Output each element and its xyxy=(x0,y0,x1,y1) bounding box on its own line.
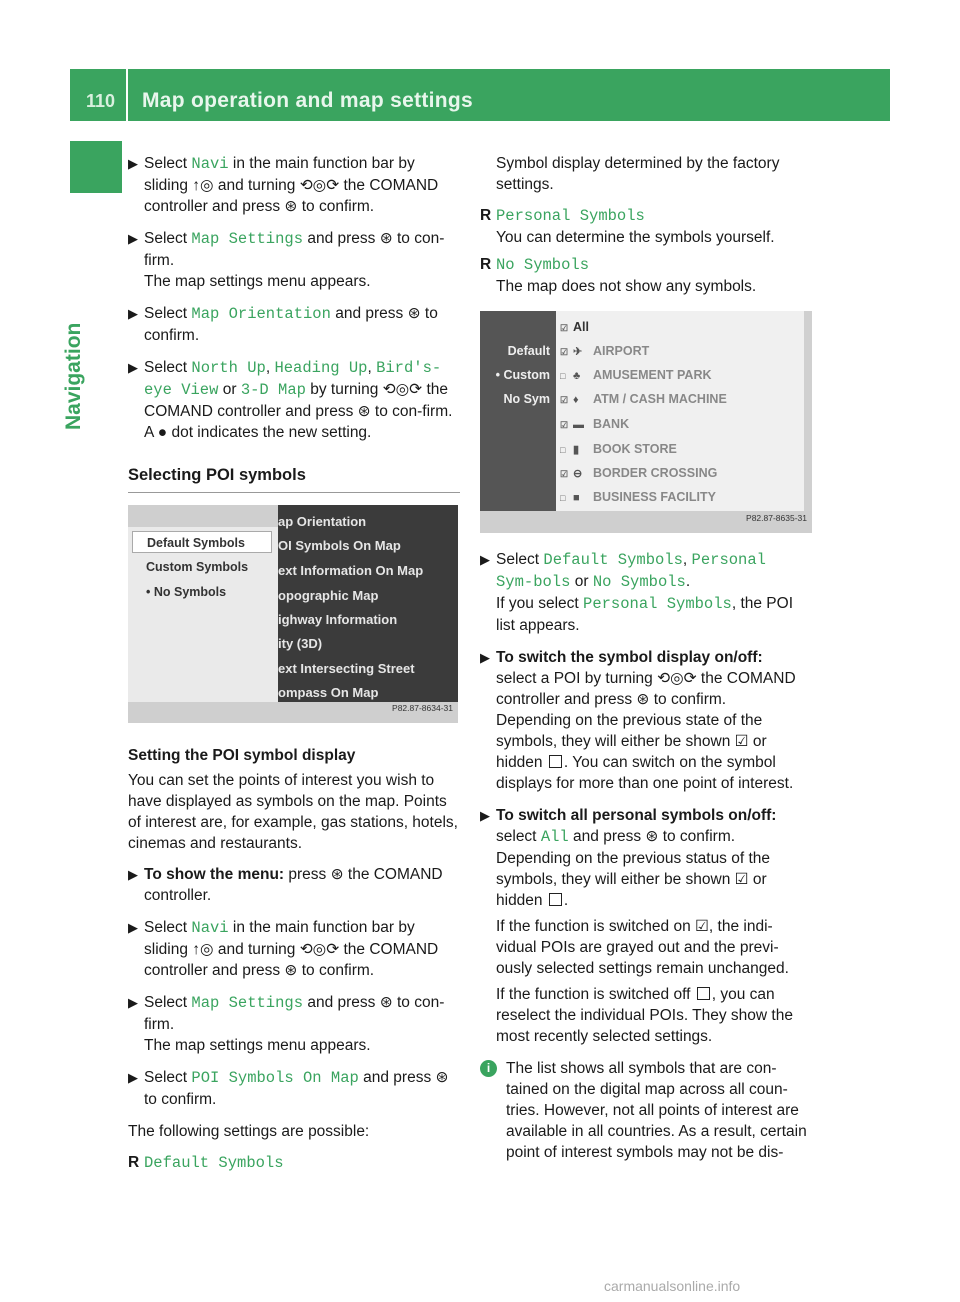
bullet-no-symbols: R No Symbols The map does not show any symbols. xyxy=(480,256,757,295)
side-label: Navigation xyxy=(62,322,85,430)
poi-row: ☑ ▬ BANK xyxy=(560,414,629,436)
step-switch-display: ▶ To switch the symbol display on/off: select a POI by turning ⟲◎⟳ the COMAND controller and press ⊛ to confirm. Depending on the previous state of the symbols, they will either be shown ☑ or hidden . You can switch on the symbol displays for more than one point of interest. xyxy=(480,649,796,792)
menu-item-no-sym: No Sym xyxy=(503,392,550,406)
menu-item-custom: • Custom xyxy=(495,368,550,382)
poi-row: ☑ ♦ ATM / CASH MACHINE xyxy=(560,389,727,411)
arrow-icon: ▶ xyxy=(128,995,138,1010)
poi-row: ☑ ✈ AIRPORT xyxy=(560,341,649,363)
step-map-orientation: ▶ Select Map Orientation and press ⊛ to confirm. xyxy=(128,305,438,344)
page-header xyxy=(70,69,890,121)
step-select-navi: ▶ Select Navi in the main function bar by sliding ↑◎ and turning ⟲◎⟳ the COMAND controller and press ⊛ to confirm. xyxy=(128,155,439,215)
left-column xyxy=(128,153,460,1180)
atm-icon: ♦ xyxy=(573,394,579,406)
step-switch-all: ▶ To switch all personal symbols on/off: select All and press ⊛ to confirm. Depending on the previous status of the symbols, they will either be shown ☑ or hidden . If the function is switched on ☑, the indi-vidual POIs are grayed out and the previ-ously selected settings remain unchanged. If the function is switched off , you can reselect the individual POIs. They show the most recently selected settings. xyxy=(480,807,793,1045)
figure-reference: P82.87-8635-31 xyxy=(746,513,807,523)
menu-item-bg: ompass On Map xyxy=(278,685,379,700)
arrow-icon: ▶ xyxy=(128,920,138,935)
step-map-settings: ▶ Select Map Settings and press ⊛ to con-firm. The map settings menu appears. xyxy=(128,230,445,290)
poi-row: □ ■ BUSINESS FACILITY xyxy=(560,487,716,509)
airport-icon: ✈ xyxy=(573,346,583,358)
step-show-menu: ▶ To show the menu: press ⊛ the COMAND controller. xyxy=(128,866,443,904)
poi-row: □ ▮ BOOK STORE xyxy=(560,439,677,461)
poi-row-all: ☑ All xyxy=(560,320,589,334)
intro-paragraph: You can set the points of interest you wish to have displayed as symbols on the map. Points of interest are, for example, gas stations, hotels, cinemas and restaurants. xyxy=(128,772,458,852)
subheading: Setting the POI symbol display xyxy=(128,747,356,764)
book-icon: ▮ xyxy=(573,444,580,456)
poi-row: ☑ ⊖ BORDER CROSSING xyxy=(560,463,717,485)
border-icon: ⊖ xyxy=(573,468,583,480)
info-note: i The list shows all symbols that are con-tained on the digital map across all coun-tries. However, not all points of interest are available in all countries. As a result, certain point of interest symbols may not be dis- xyxy=(480,1058,812,1163)
amusement-icon: ♣ xyxy=(573,370,581,382)
following-text: The following settings are possible: xyxy=(128,1123,370,1140)
menu-item-bg: ity (3D) xyxy=(278,636,323,651)
arrow-icon: ▶ xyxy=(480,808,490,823)
menu-item-bg: opographic Map xyxy=(278,588,379,603)
figure-reference: P82.87-8634-31 xyxy=(392,703,453,713)
business-icon: ■ xyxy=(573,492,580,504)
arrow-icon: ▶ xyxy=(480,650,490,665)
arrow-icon: ▶ xyxy=(128,231,138,246)
step-poi-symbols: ▶ Select POI Symbols On Map and press ⊛ to confirm. xyxy=(128,1069,449,1108)
menu-item-bg: ap Orientation xyxy=(278,514,367,529)
screenshot-poi-list xyxy=(480,311,812,533)
unchecked-box-icon xyxy=(549,893,562,906)
step-select-orientation: ▶ Select North Up, Heading Up, Bird's-eye View or 3-D Map by turning ⟲◎⟳ the COMAND controller and press ⊛ to con-firm. A ● dot indicates the new setting. xyxy=(128,359,453,441)
unchecked-box-icon xyxy=(697,987,710,1000)
right-column xyxy=(480,153,812,1163)
bank-icon: ▬ xyxy=(573,419,584,431)
menu-item-bg: ext Intersecting Street xyxy=(278,661,415,676)
menu-item-default: Default xyxy=(507,344,550,358)
watermark: carmanualsonline.info xyxy=(604,1278,741,1294)
poi-list xyxy=(556,311,804,511)
menu-item-default-symbols: Default Symbols xyxy=(132,531,272,553)
menu-item-bg: OI Symbols On Map xyxy=(278,538,401,553)
arrow-icon: ▶ xyxy=(480,552,490,567)
menu-item-bg: ighway Information xyxy=(278,612,398,627)
page-title: Map operation and map settings xyxy=(142,89,474,112)
menu-item-custom-symbols: Custom Symbols xyxy=(146,560,249,574)
section-heading: Selecting POI symbols xyxy=(128,465,460,493)
menu-item-bg: ext Information On Map xyxy=(278,563,424,578)
info-icon: i xyxy=(480,1060,497,1077)
step-map-settings-2: ▶ Select Map Settings and press ⊛ to con-firm. The map settings menu appears. xyxy=(128,994,445,1054)
menu-item-no-symbols: • No Symbols xyxy=(146,585,227,599)
screenshot-poi-symbols-menu xyxy=(128,505,458,723)
arrow-icon: ▶ xyxy=(128,306,138,321)
bullet-default-symbols: R Default Symbols xyxy=(128,1154,284,1172)
side-tab xyxy=(70,141,122,193)
header-divider xyxy=(126,69,128,121)
poi-row: □ ♣ AMUSEMENT PARK xyxy=(560,365,712,387)
arrow-icon: ▶ xyxy=(128,156,138,171)
step-select-navi-2: ▶ Select Navi in the main function bar by sliding ↑◎ and turning ⟲◎⟳ the COMAND controller and press ⊛ to confirm. xyxy=(128,919,439,979)
step-select-symbols: ▶ Select Default Symbols, Personal Sym-bols or No Symbols. If you select Personal Symbols, the POI list appears. xyxy=(480,551,794,634)
unchecked-box-icon xyxy=(549,755,562,768)
scrollbar xyxy=(804,311,812,511)
default-desc: Symbol display determined by the factory settings. xyxy=(496,155,780,193)
arrow-icon: ▶ xyxy=(128,867,138,882)
bullet-personal-symbols: R Personal Symbols You can determine the symbols yourself. xyxy=(480,207,775,246)
arrow-icon: ▶ xyxy=(128,1070,138,1085)
arrow-icon: ▶ xyxy=(128,360,138,375)
page-number: 110 xyxy=(86,91,116,111)
